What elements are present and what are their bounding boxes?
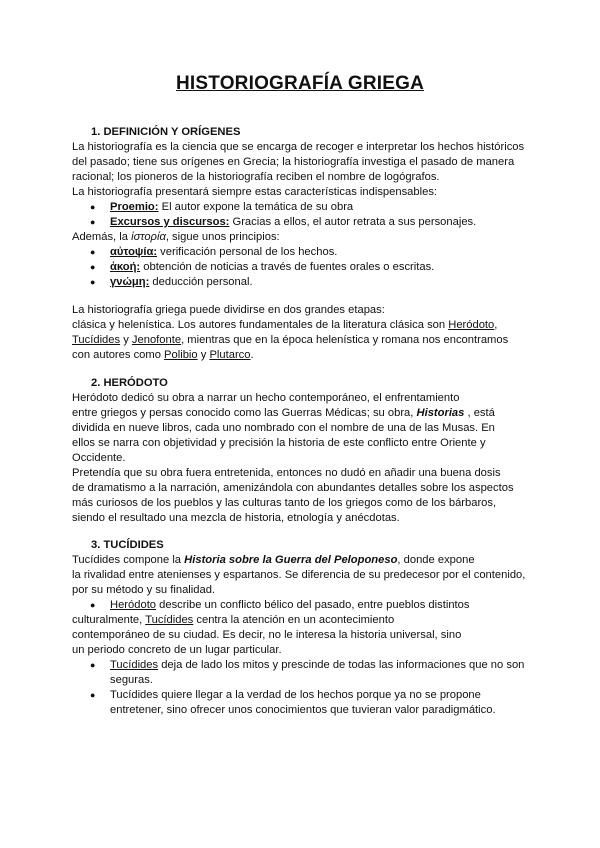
link-herodoto[interactable]: Heródoto	[448, 319, 495, 331]
page-title: HISTORIOGRAFÍA GRIEGA	[175, 73, 425, 94]
list-item: Tucídides quiere llegar a la verdad de los hechos porque ya no se propone	[110, 689, 481, 701]
link-plutarco[interactable]: Plutarco	[209, 349, 251, 361]
bullet-icon: ●	[90, 262, 96, 272]
paragraph-line: Heródoto dedicó su obra a narrar un hecho contemporáneo, el enfrentamiento	[72, 392, 460, 404]
paragraph-line: del pasado; tiene sus orígenes en Grecia; la historiografía investiga el pasado de manera	[72, 156, 515, 168]
link-tucidides[interactable]: Tucídides	[72, 334, 121, 346]
link-jenofonte[interactable]: Jenofonte	[131, 334, 182, 346]
paragraph-line: con autores como Polibio y Plutarco.	[72, 349, 254, 361]
list-item: Tucídides deja de lado los mitos y prescinde de todas las informaciones que no son	[110, 659, 525, 671]
term: Proemio:	[110, 201, 159, 213]
paragraph-line: dividida en nueve libros, cada uno nombrado con el nombre de una de las Musas. En	[72, 422, 495, 434]
section-heading-2: 2. HERÓDOTO	[91, 377, 168, 389]
paragraph-line: ellos se narra con objetividad y precisión la historia de este conflicto entre Oriente y	[72, 437, 486, 449]
term: ἀκοή:	[110, 261, 141, 273]
link-herodoto[interactable]: Heródoto	[110, 599, 157, 611]
paragraph-line: La historiografía griega puede dividirse en dos grandes etapas:	[72, 304, 385, 316]
list-item: Heródoto describe un conflicto bélico del pasado, entre pueblos distintos	[110, 599, 470, 611]
list-item: ἀκοή: obtención de noticias a través de fuentes orales o escritas.	[110, 261, 435, 273]
list-item: Proemio: El autor expone la temática de su obra	[110, 201, 354, 213]
work-title: Historias	[416, 407, 465, 419]
bullet-icon: ●	[90, 247, 96, 257]
bullet-icon: ●	[90, 690, 96, 700]
bullet-icon: ●	[90, 277, 96, 287]
section-heading-3: 3. TUCÍDIDES	[91, 539, 164, 551]
paragraph-line: racional; los pioneros de la historiografía reciben el nombre de logógrafos.	[72, 171, 440, 183]
list-item-continuation: seguras.	[110, 674, 153, 686]
paragraph-line: de dramatismo a la narración, amenizándola con abundantes detalles sobre los aspectos	[72, 482, 514, 494]
paragraph-line: la rivalidad entre atenienses y espartanos. Se diferencia de su predecesor por el contenido,	[72, 569, 526, 581]
paragraph-line: contemporáneo de su ciudad. Es decir, no le interesa la historia universal, sino	[72, 629, 462, 641]
bullet-icon: ●	[90, 600, 96, 610]
paragraph-line: La historiografía presentará siempre estas características indispensables:	[72, 186, 438, 198]
paragraph-line: Tucídides compone la Historia sobre la Guerra del Peloponeso, donde expone	[72, 554, 475, 566]
paragraph-line: más curiosos de los pueblos y las culturas tanto de los griegos como de los bárbaros,	[72, 497, 497, 509]
paragraph-line: por su método y su finalidad.	[72, 584, 216, 596]
section-heading-1: 1. DEFINICIÓN Y ORÍGENES	[91, 126, 241, 138]
paragraph-line: clásica y helenística. Los autores fundamentales de la literatura clásica son Heródoto,	[72, 319, 498, 331]
bullet-icon: ●	[90, 202, 96, 212]
paragraph-line: Occidente.	[72, 452, 126, 464]
term: γνώμη:	[110, 276, 150, 288]
link-polibio[interactable]: Polibio	[164, 349, 198, 361]
bullet-icon: ●	[90, 217, 96, 227]
link-tucidides[interactable]: Tucídides	[110, 659, 159, 671]
list-item: Excursos y discursos: Gracias a ellos, el autor retrata a sus personajes.	[110, 216, 477, 228]
paragraph-line: Pretendía que su obra fuera entretenida, entonces no dudó en añadir una buena dosis	[72, 467, 501, 479]
paragraph-line: siendo el resultado una mezcla de historia, etnología y anécdotas.	[72, 512, 400, 524]
term: Excursos y discursos:	[110, 216, 230, 228]
paragraph-line: La historiografía es la ciencia que se encarga de recoger e interpretar los hechos históricos	[72, 141, 525, 153]
paragraph-line: un periodo concreto de un lugar particular.	[72, 644, 282, 656]
list-item: γνώμη: deducción personal.	[110, 276, 253, 288]
list-item-continuation: entretener, sino ofrecer unos conocimientos que tuvieran valor paradigmático.	[110, 704, 496, 716]
paragraph-line: entre griegos y persas conocido como las Guerras Médicas; su obra, Historias , está	[72, 407, 495, 419]
paragraph-line: Tucídides y Jenofonte, mientras que en la época helenística y romana nos encontramos	[72, 334, 509, 346]
list-item: αὐτοψία: verificación personal de los hechos.	[110, 246, 338, 258]
link-tucidides[interactable]: Tucídides	[145, 614, 194, 626]
bullet-icon: ●	[90, 660, 96, 670]
paragraph-line: Además, la ἱστορία, sigue unos principios:	[72, 231, 280, 243]
work-title: Historia sobre la Guerra del Peloponeso	[184, 554, 398, 566]
term: αὐτοψία:	[110, 246, 158, 258]
paragraph-line: culturalmente, Tucídides centra la atención en un acontecimiento	[72, 614, 395, 626]
